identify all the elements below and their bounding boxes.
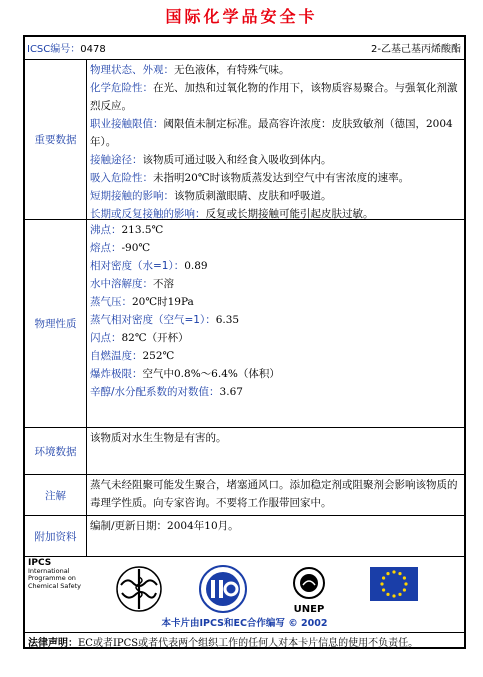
property-line — [90, 187, 461, 205]
disclaimer-label: 法律声明： — [28, 638, 78, 649]
ilo-emblem-icon — [197, 563, 249, 615]
property-line — [90, 239, 461, 257]
card-title: 国际化学品安全卡 — [165, 7, 318, 26]
property-value: 不溶 — [153, 278, 174, 290]
property-key: 自燃温度： — [90, 350, 143, 362]
property-key: 水中溶解度： — [90, 278, 153, 290]
property-value: -90℃ — [121, 242, 151, 254]
ipcs-short: IPCS — [28, 558, 52, 568]
property-value: 在光、加热和过氧化物的作用下，该物质容易聚合。与强氧化剂激烈反应。 — [90, 82, 458, 112]
unep-emblem-icon — [283, 563, 335, 615]
property-line — [90, 347, 461, 365]
ipcs-line: Chemical Safety — [28, 581, 82, 590]
property-line — [90, 115, 461, 151]
section-label-physical: 物理性质 — [25, 220, 87, 427]
property-value: 20℃时19Pa — [132, 296, 194, 308]
property-value: 该物质可通过吸入和经食入吸收到体内。 — [142, 154, 332, 166]
property-line — [90, 61, 461, 79]
notes-section — [25, 475, 464, 516]
physical-properties-content — [87, 220, 464, 427]
additional-section — [25, 516, 464, 557]
property-key: 物理状态、外观： — [90, 64, 174, 76]
property-line — [90, 151, 461, 169]
property-line — [90, 329, 461, 347]
property-value: 无色液体，有特殊气味。 — [174, 64, 290, 76]
section-label-environment: 环境数据 — [25, 428, 87, 474]
property-line — [90, 221, 461, 239]
property-value: 82℃（开杯） — [121, 332, 189, 344]
credit-line: 本卡片由IPCS和EC合作编写 © 2002 — [161, 618, 328, 629]
property-key: 职业接触限值： — [90, 118, 164, 130]
ipcs-line: Programme on — [28, 574, 76, 582]
icsc-id — [27, 40, 106, 55]
disclaimer-text: EC或者IPCS或者代表两个组织工作的任何人对本卡片信息的使用不负责任。 — [78, 638, 419, 649]
environment-text: 该物质对水生生物是有害的。 — [90, 432, 227, 444]
property-key: 闪点： — [90, 332, 122, 344]
chemical-name: 2-乙基己基丙烯酸酯 — [371, 44, 461, 55]
property-key: 吸入危险性： — [90, 172, 153, 184]
property-line — [90, 365, 461, 383]
property-value: 反复或长期接触可能引起皮肤过敏。 — [205, 208, 374, 220]
property-key: 短期接触的影响： — [90, 190, 174, 202]
property-key: 熔点： — [90, 242, 122, 254]
disclaimer-row — [25, 633, 464, 647]
property-value: 3.67 — [219, 386, 243, 398]
property-value: 空气中0.8%～6.4%（体积） — [142, 368, 280, 380]
property-key: 爆炸极限： — [90, 368, 143, 380]
ipcs-logo — [28, 560, 81, 590]
property-key: 长期或反复接触的影响： — [90, 208, 206, 220]
property-key: 沸点： — [90, 224, 122, 236]
property-value: 0.89 — [184, 260, 208, 272]
property-key: 相对密度（水=1）： — [90, 260, 185, 272]
property-line — [90, 311, 461, 329]
environment-section — [25, 428, 464, 475]
property-key: 接触途径： — [90, 154, 143, 166]
property-line — [90, 257, 461, 275]
card-header-row — [25, 37, 464, 60]
icsc-label: ICSC编号： — [27, 44, 81, 55]
property-line — [90, 79, 461, 115]
property-value: 该物质刺激眼睛、皮肤和呼吸道。 — [174, 190, 332, 202]
unep-label: UNEP — [293, 604, 325, 615]
icsc-number: 0478 — [80, 44, 106, 55]
notes-text: 蒸气未经阻聚可能发生聚合，堵塞通风口。添加稳定剂或阻聚剂会影响该物质的毒理学性质。向专家咨询。不要将工作服带回家中。 — [90, 479, 458, 509]
section-label-additional: 附加资料 — [25, 516, 87, 556]
physical-properties-section — [25, 220, 464, 428]
safety-card — [23, 35, 466, 649]
property-line — [90, 293, 461, 311]
eu-flag-icon — [370, 567, 418, 601]
important-data-content — [87, 60, 464, 219]
section-label-important: 重要数据 — [25, 60, 87, 219]
property-value: 213.5℃ — [121, 224, 164, 236]
disclaimer — [28, 634, 418, 649]
property-value: 252℃ — [142, 350, 175, 362]
property-key: 辛醇/水分配系数的对数值： — [90, 386, 220, 398]
who-emblem-icon — [113, 563, 165, 615]
ipcs-line: International — [28, 566, 70, 575]
footer-logos-row — [25, 557, 464, 633]
property-line — [90, 169, 461, 187]
section-label-notes: 注解 — [25, 475, 87, 515]
property-value: 未指明20℃时该物质蒸发达到空气中有害浓度的速率。 — [153, 172, 410, 184]
property-key: 化学危险性： — [90, 82, 153, 94]
property-value: 阈限值未制定标准。最高容许浓度：皮肤致敏剂（德国，2004年）。 — [90, 118, 453, 148]
property-key: 蒸气压： — [90, 296, 132, 308]
property-line — [90, 383, 461, 401]
important-data-section — [25, 60, 464, 220]
property-line — [90, 275, 461, 293]
property-value: 6.35 — [215, 314, 240, 326]
property-key: 蒸气相对密度（空气=1）： — [90, 314, 216, 326]
additional-text: 编制/更新日期：2004年10月。 — [90, 520, 239, 532]
